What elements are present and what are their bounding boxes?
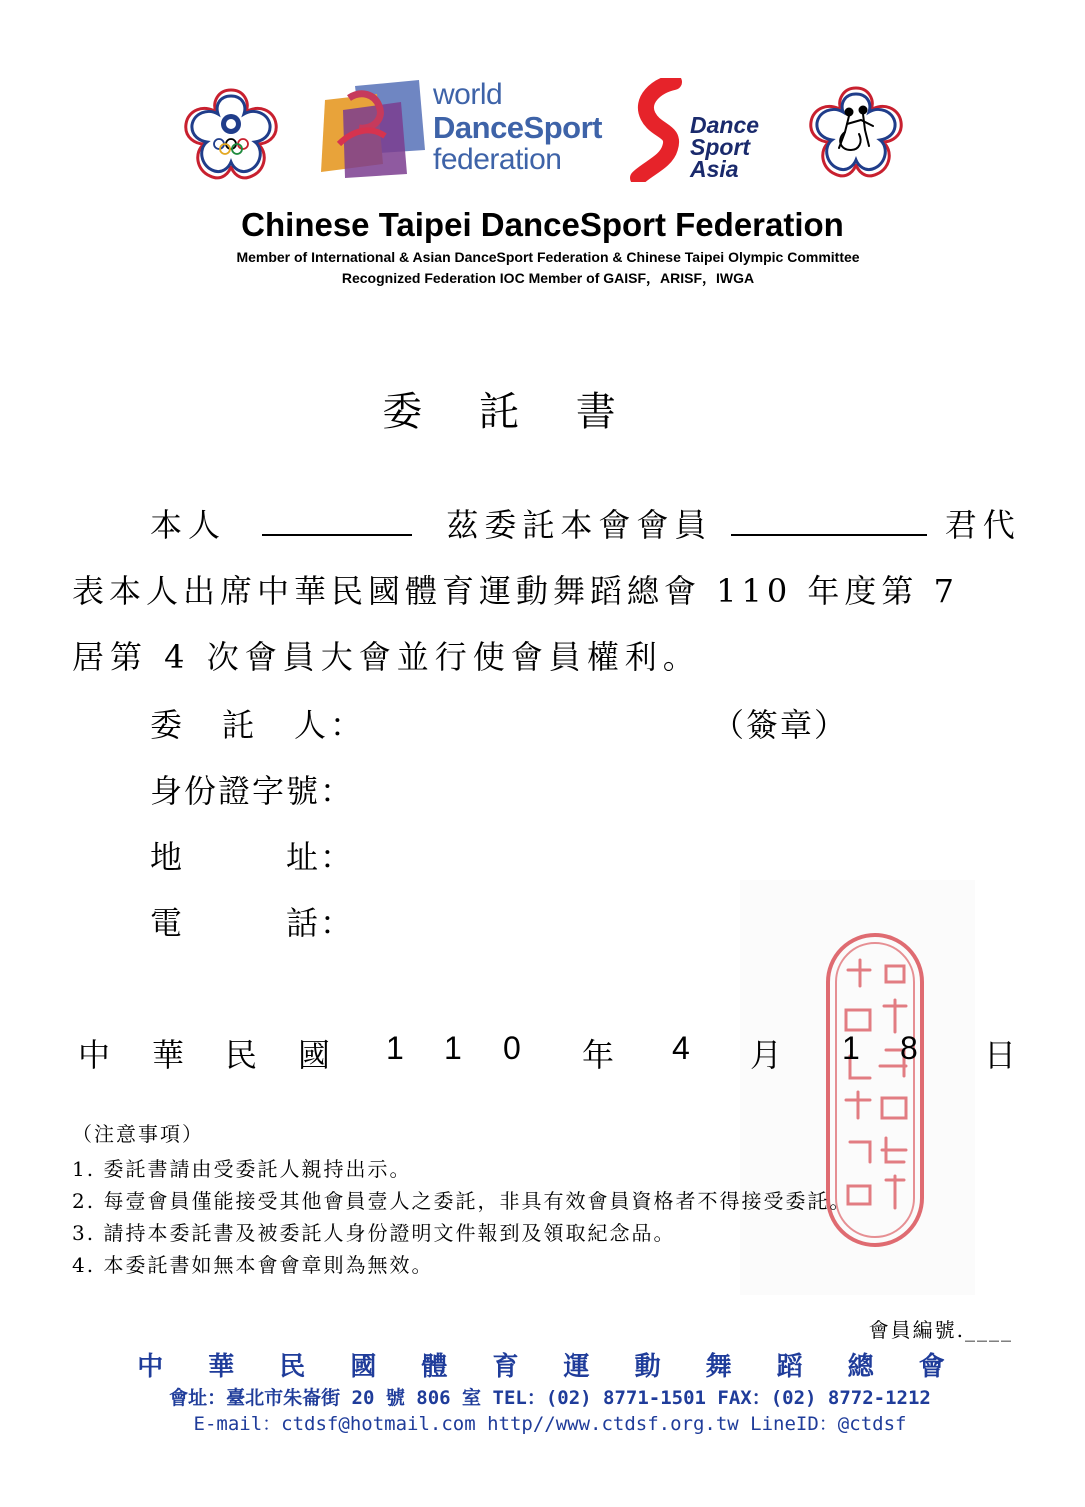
- note-item-3: 3. 請持本委託書及被委託人身份證明文件報到及領取紀念品。: [72, 1221, 676, 1245]
- body-delegate-suffix: 君代: [944, 506, 1021, 544]
- date-year-label: 年: [582, 1036, 615, 1074]
- note-item-4: 4. 本委託書如無本會會章則為無效。: [72, 1253, 434, 1277]
- document-title: 委 託 書: [382, 389, 638, 435]
- date-year-digit-2: 1: [444, 1030, 462, 1066]
- dancesport-asia-logo: [630, 78, 780, 182]
- date-era-4: 國: [298, 1036, 331, 1074]
- dsa-line2: Sport: [690, 134, 751, 160]
- chinese-taipei-olympic-logo: [178, 86, 284, 184]
- date-day-label: 日: [984, 1036, 1017, 1074]
- notes-heading: （注意事項）: [72, 1122, 204, 1146]
- federation-name: Chinese Taipei DanceSport Federation: [241, 206, 844, 243]
- body-line-1: [150, 500, 1021, 546]
- note-item-1: 1. 委託書請由受委託人親持出示。: [72, 1157, 412, 1181]
- phone-label: 電 話：: [150, 904, 355, 942]
- wdsf-line3: federation: [433, 143, 562, 176]
- date-year-digit-1: 1: [386, 1030, 404, 1066]
- wdsf-line1: world: [433, 78, 503, 111]
- delegate-name-blank[interactable]: [731, 508, 927, 536]
- date-day-digit-1: 1: [842, 1030, 860, 1066]
- wdsf-logo: [315, 80, 607, 180]
- date-month-label: 月: [750, 1036, 783, 1074]
- ctdsf-logo: [803, 84, 909, 182]
- federation-recognition: Recognized Federation IOC Member of GAISF，ARISF，IWGA: [341, 270, 755, 286]
- delegator-name-blank[interactable]: [262, 508, 412, 536]
- seal-label: （簽章）: [712, 706, 849, 744]
- body-self-label: 本人: [150, 506, 227, 544]
- dsa-line3: Asia: [690, 156, 739, 182]
- dsa-line1: Dance: [690, 112, 760, 138]
- date-day-digit-2: 8: [900, 1030, 918, 1066]
- id-number-label: 身份證字號：: [150, 772, 355, 810]
- date-era-1: 中: [78, 1036, 111, 1074]
- date-year-digit-3: 0: [503, 1030, 521, 1066]
- body-delegate-label: 茲委託本會會員: [446, 506, 713, 544]
- body-line-2: 表本人出席中華民國體育運動舞蹈總會 110 年度第 7: [72, 572, 959, 610]
- delegator-label: 委 託 人：: [150, 706, 367, 744]
- wdsf-line2: DanceSport: [433, 110, 602, 145]
- footer-org-name: 中 華 民 國 體 育 運 動 舞 蹈 總 會: [137, 1352, 963, 1382]
- body-line-3: 居第 4 次會員大會並行使會員權利。: [72, 638, 701, 676]
- date-month: 4: [672, 1030, 690, 1066]
- official-seal-stamp: [740, 880, 975, 1295]
- footer-contact: E-mail：ctdsf@hotmail.com http//www.ctdsf.org.tw LineID：@ctdsf: [193, 1413, 907, 1435]
- member-number-label: 會員編號.____: [868, 1318, 1013, 1342]
- footer-address: 會址：臺北市朱崙街 20 號 806 室 TEL：(02) 8771-1501 FAX：(02) 8772-1212: [169, 1387, 931, 1409]
- date-era-2: 華: [152, 1036, 185, 1074]
- date-era-3: 民: [225, 1036, 258, 1074]
- address-label: 地 址：: [150, 838, 355, 876]
- federation-membership: Member of International & Asian DanceSport Federation & Chinese Taipei Olympic Committee: [236, 249, 860, 265]
- note-item-2: 2. 每壹會員僅能接受其他會員壹人之委託，非具有效會員資格者不得接受委託。: [72, 1189, 852, 1213]
